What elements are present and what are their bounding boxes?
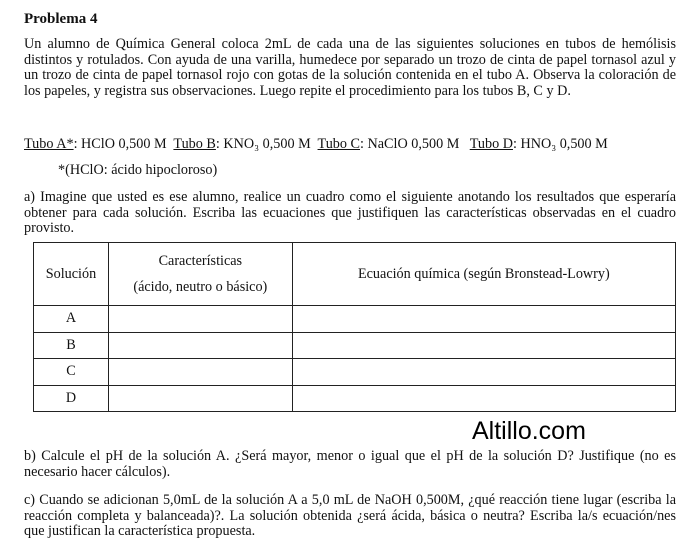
tube-b-label: Tubo B [173, 136, 216, 152]
table-row [34, 359, 676, 386]
cell-equation [292, 385, 675, 412]
tube-d-label: Tubo D [469, 136, 513, 152]
header-characteristics [108, 243, 292, 306]
question-c: c) Cuando se adicionan 5,0mL de la solución A a 5,0 mL de NaOH 0,500M, ¿qué reacción tiene lugar (escriba la reacción completa y balanceada)?. La solución obtenida ¿será ácida, básica o neutra? Escriba la/s ecuación/nes que justifican la característica propuesta. [24, 492, 676, 540]
table-row [34, 332, 676, 359]
results-table [33, 242, 676, 412]
cell-characteristics [108, 359, 292, 386]
problem-title: Problema 4 [24, 11, 98, 27]
tube-d-value: : HNO₃ 0,500 M [512, 136, 608, 152]
cell-characteristics [108, 306, 292, 333]
cell-characteristics [108, 385, 292, 412]
cell-equation [292, 332, 675, 359]
watermark-logo: Altillo.com [472, 417, 586, 445]
tube-a-label: Tubo A* [24, 136, 74, 152]
header-characteristics-line1: Características [158, 253, 243, 269]
row-solution-label: D [34, 385, 109, 412]
cell-equation [292, 359, 675, 386]
question-b: b) Calcule el pH de la solución A. ¿Será mayor, menor o igual que el pH de la solución D? Justifique (no es necesario hacer cálculos). [24, 448, 676, 480]
tube-a-value: : HClO 0,500 M [73, 136, 167, 152]
header-equation: Ecuación química (según Bronstead-Lowry) [292, 243, 675, 306]
row-solution-label: C [34, 359, 109, 386]
footnote: *(HClO: ácido hipocloroso) [58, 162, 218, 178]
row-solution-label: A [34, 306, 109, 333]
tube-c-label: Tubo C [317, 136, 361, 152]
header-characteristics-line2: (ácido, neutro o básico) [133, 279, 268, 295]
table-row [34, 385, 676, 412]
question-a: a) Imagine que usted es ese alumno, realice un cuadro como el siguiente anotando los resultados que esperaría obtener para cada solución. Escriba las ecuaciones que justifiquen las características observadas en el cuadro provisto. [24, 189, 676, 237]
table-row [34, 306, 676, 333]
tube-list [24, 136, 608, 153]
table-header-row [34, 243, 676, 306]
cell-characteristics [108, 332, 292, 359]
cell-equation [292, 306, 675, 333]
row-solution-label: B [34, 332, 109, 359]
tube-c-value: : NaClO 0,500 M [360, 136, 460, 152]
problem-intro: Un alumno de Química General coloca 2mL de cada una de las siguientes soluciones en tubos de hemólisis distintos y rotulados. Con ayuda de una varilla, humedece por separado un trozo de cinta de papel tornasol azul y un trozo de cinta de papel tornasol rojo con gotas de la solución contenida en el tubo A. Observa la coloración de los papeles, y registra sus observaciones. Luego repite el procedimiento para los tubos B, C y D. [24, 36, 676, 99]
tube-b-value: : KNO₃ 0,500 M [215, 136, 311, 152]
header-solution: Solución [34, 243, 109, 306]
